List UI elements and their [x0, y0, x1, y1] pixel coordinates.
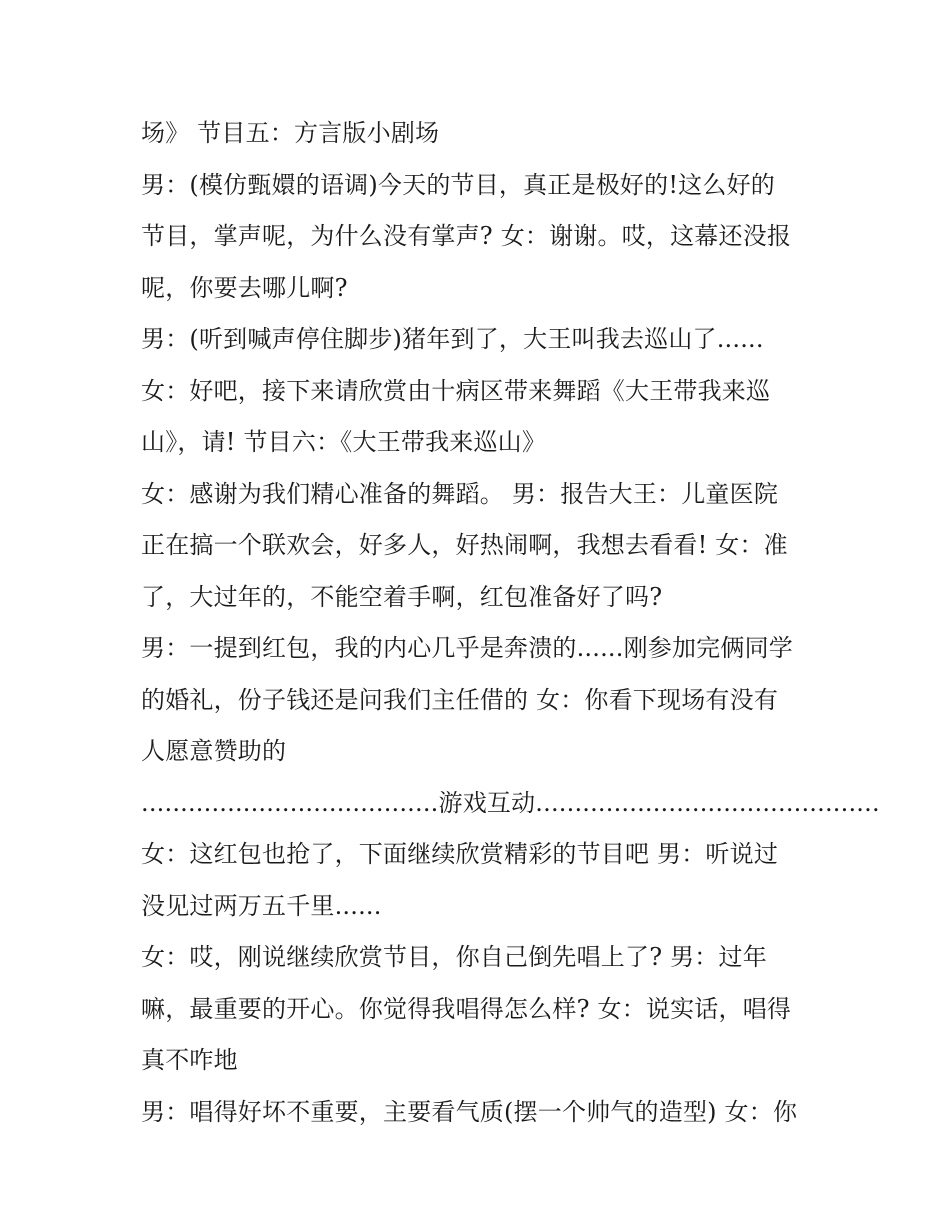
text-line-20: 男：唱得好坏不重要，主要看气质(摆一个帅气的造型) 女：你: [141, 1097, 798, 1126]
text-line-12: 的婚礼，份子钱还是问我们主任借的 女：你看下现场有没有: [141, 685, 779, 714]
text-line-15: 女：这红包也抢了，下面继续欣赏精彩的节目吧 男：听说过: [141, 840, 779, 868]
text-line-2: 男：(模仿甄嬛的语调)今天的节目，真正是极好的!这么好的: [141, 170, 775, 199]
text-line-5: 男：(听到喊声停住脚步)猪年到了，大王叫我去巡山了......: [141, 325, 764, 353]
text-line-6: 女：好吧，接下来请欣赏由十病区带来舞蹈《大王带我来巡: [141, 376, 771, 405]
text-line-14: ......................................游戏互动............................................: [141, 788, 880, 817]
text-line-7: 山》，请! 节目六：《大王带我来巡山》: [141, 428, 547, 456]
text-line-8: 女：感谢为我们精心准备的舞蹈。 男：报告大王：儿童医院: [141, 479, 779, 508]
text-line-10: 了，大过年的，不能空着手啊，红包准备好了吗?: [141, 582, 663, 611]
text-line-13: 人愿意赞助的: [141, 737, 287, 765]
text-line-19: 真不咋地: [141, 1046, 238, 1074]
text-line-18: 嘛，最重要的开心。你觉得我唱得怎么样? 女：说实话，唱得: [141, 994, 792, 1023]
document-body: [141, 108, 880, 1138]
text-line-16: 没见过两万五千里......: [141, 891, 382, 920]
text-line-17: 女：哎，刚说继续欣赏节目，你自己倒先唱上了? 男：过年: [141, 943, 767, 971]
text-line-11: 男：一提到红包，我的内心几乎是奔溃的......刚参加完俩同学: [141, 634, 793, 662]
text-line-9: 正在搞一个联欢会，好多人，好热闹啊，我想去看看! 女：准: [141, 531, 788, 559]
text-line-1: 场》 节目五：方言版小剧场: [141, 119, 440, 147]
text-line-4: 呢，你要去哪儿啊?: [141, 273, 348, 302]
text-line-3: 节目，掌声呢，为什么没有掌声? 女：谢谢。哎，这幕还没报: [141, 222, 792, 250]
